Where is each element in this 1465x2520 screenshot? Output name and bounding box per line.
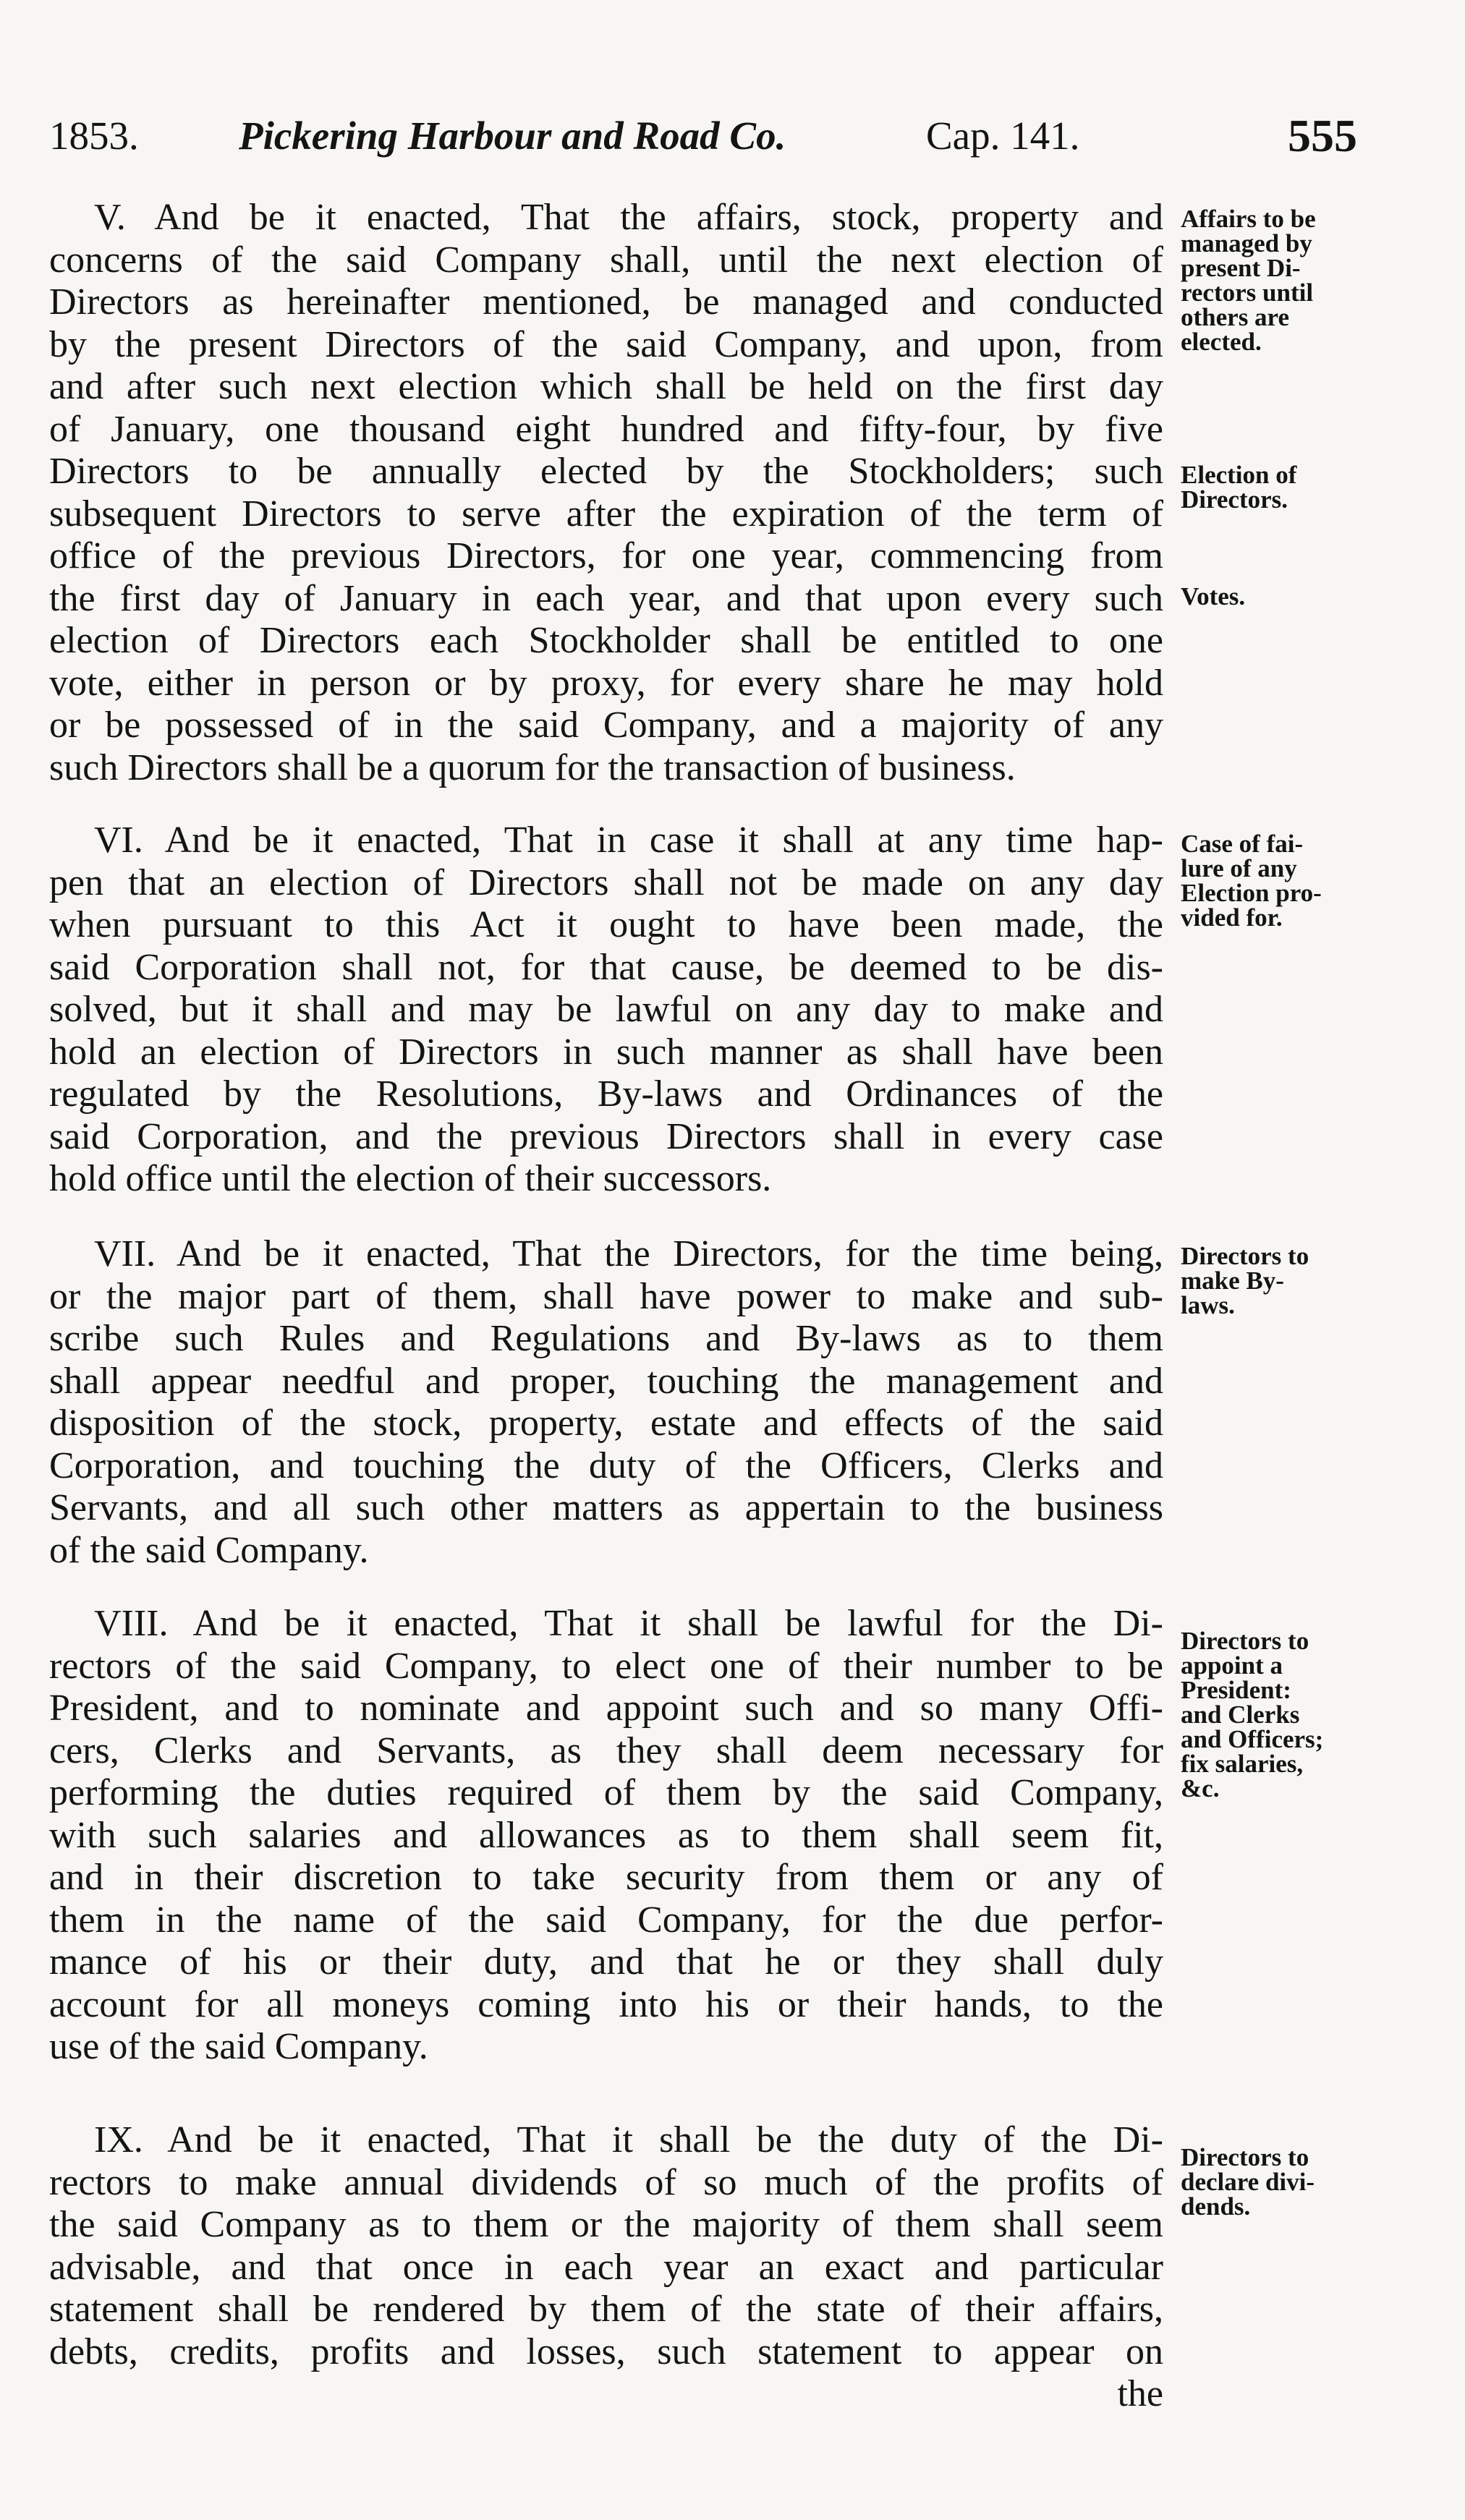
section-line: advisable, and that once in each year an exact and particular (49, 2246, 1163, 2288)
section-line: or the major part of them, shall have power to make and sub- (49, 1275, 1163, 1317)
section-line: election of Directors each Stockholder shall be entitled to one (49, 620, 1163, 661)
section-line: or be possessed of in the said Company, and a majority of any (49, 705, 1163, 746)
catchword: the (1117, 2373, 1163, 2414)
section-line: of the said Company. (49, 1529, 369, 1571)
section-line: rectors of the said Company, to elect one of their number to be (49, 1645, 1163, 1687)
margin-note-election: Election of Directors. (1181, 461, 1297, 514)
section-line: solved, but it shall and may be lawful on any day to make and (49, 989, 1163, 1030)
margin-note-affairs: Affairs to be managed by present Di- rectors until others are elected. (1181, 205, 1316, 356)
section-line: and after such next election which shall be held on the first day (49, 366, 1163, 407)
margin-note-votes: Votes. (1181, 582, 1246, 610)
section-line: V. And be it enacted, That the affairs, stock, property and (94, 197, 1163, 238)
header-chapter: Cap. 141. (926, 114, 1080, 158)
section-viii (49, 1603, 1163, 2069)
section-line: concerns of the said Company shall, until the next election of (49, 239, 1163, 281)
section-line: the said Company as to them or the majority of them shall seem (49, 2204, 1163, 2245)
section-vi (49, 820, 1163, 1201)
section-line: performing the duties required of them by the said Company, (49, 1772, 1163, 1813)
section-line: hold office until the election of their successors. (49, 1158, 772, 1199)
section-line: President, and to nominate and appoint such and so many Offi- (49, 1687, 1163, 1729)
section-line: the first day of January in each year, and that upon every such (49, 577, 1163, 619)
section-line: IX. And be it enacted, That it shall be the duty of the Di- (94, 2119, 1163, 2161)
section-line: pen that an election of Directors shall not be made on any day (49, 861, 1163, 903)
section-line: debts, credits, profits and losses, such statement to appear on (49, 2330, 1163, 2372)
section-line: subsequent Directors to serve after the expiration of the term of (49, 493, 1163, 535)
margin-note-dividends: Directors to declare divi- dends. (1181, 2143, 1315, 2221)
section-line: Corporation, and touching the duty of the Officers, Clerks and (49, 1444, 1163, 1486)
section-line: shall appear needful and proper, touching the management and (49, 1360, 1163, 1402)
section-line: said Corporation shall not, for that cause, be deemed to be dis- (49, 946, 1163, 988)
header-year: 1853. (49, 114, 139, 158)
section-line: and in their discretion to take security from them or any of (49, 1857, 1163, 1898)
section-v (49, 197, 1163, 789)
margin-note-case-of-failure: Case of fai- lure of any Election pro- vided for. (1181, 830, 1322, 932)
section-line: with such salaries and allowances as to them shall seem fit, (49, 1814, 1163, 1856)
section-vii (49, 1233, 1163, 1572)
section-line: said Corporation, and the previous Directors shall in every case (49, 1115, 1163, 1157)
section-line: when pursuant to this Act it ought to have been made, the (49, 904, 1163, 945)
section-line: Directors as hereinafter mentioned, be managed and conducted (49, 281, 1163, 323)
section-line: disposition of the stock, property, estate and effects of the said (49, 1402, 1163, 1444)
section-line: such Directors shall be a quorum for the transaction of business. (49, 746, 1016, 788)
section-line: regulated by the Resolutions, By-laws and Ordinances of the (49, 1073, 1163, 1115)
section-line: rectors to make annual dividends of so much of the profits of (49, 2161, 1163, 2203)
section-line: statement shall be rendered by them of the state of their affairs, (49, 2289, 1163, 2330)
section-line: account for all moneys coming into his or their hands, to the (49, 1983, 1163, 2025)
section-line: by the present Directors of the said Company, and upon, from (49, 323, 1163, 365)
section-line: cers, Clerks and Servants, as they shall deem necessary for (49, 1729, 1163, 1771)
section-line: mance of his or their duty, and that he or they shall duly (49, 1941, 1163, 1983)
section-line: scribe such Rules and Regulations and By-laws as to them (49, 1318, 1163, 1359)
section-line: Directors to be annually elected by the Stockholders; such (49, 451, 1163, 492)
section-line: Servants, and all such other matters as appertain to the business (49, 1487, 1163, 1528)
section-line: of January, one thousand eight hundred and fifty-four, by five (49, 408, 1163, 450)
section-line: VI. And be it enacted, That in case it shall at any time hap- (94, 820, 1163, 861)
section-ix (49, 2119, 1163, 2416)
page-number: 555 (1288, 110, 1357, 161)
section-line: VII. And be it enacted, That the Directors, for the time being, (94, 1233, 1163, 1274)
section-line: them in the name of the said Company, for the due perfor- (49, 1899, 1163, 1941)
section-line: VIII. And be it enacted, That it shall be lawful for the Di- (94, 1603, 1163, 1644)
margin-note-bylaws: Directors to make By- laws. (1181, 1242, 1309, 1319)
header-title: Pickering Harbour and Road Co. (239, 114, 786, 158)
section-line: hold an election of Directors in such manner as shall have been (49, 1031, 1163, 1073)
section-line: vote, either in person or by proxy, for every share he may hold (49, 662, 1163, 704)
margin-note-president: Directors to appoint a President: and Clerks and Officers; fix salaries, &c. (1181, 1627, 1324, 1802)
running-head (0, 107, 1465, 165)
section-line: office of the previous Directors, for one year, commencing from (49, 535, 1163, 576)
section-line: use of the said Company. (49, 2026, 428, 2067)
